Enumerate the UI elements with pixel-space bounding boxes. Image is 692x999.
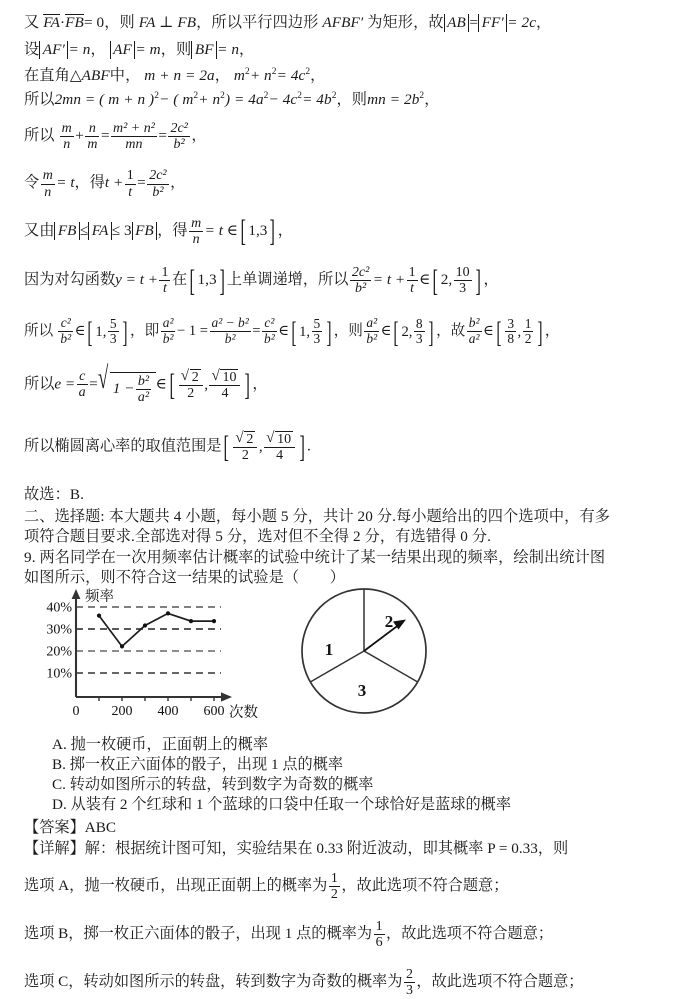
option-a-label: A. xyxy=(52,736,67,754)
in: ∈ xyxy=(483,323,494,340)
section-heading-text: 二、选择题: 本大题共 4 小题，每小题 5 分，共计 20 分.每小题给出的四个选项中，有多 xyxy=(24,508,611,526)
frac-1-t: $\frac{1}{t}$ xyxy=(161,264,169,296)
m: m xyxy=(233,66,245,84)
text: 在直角 xyxy=(24,66,70,84)
xtick-label-400: 400 xyxy=(157,704,179,720)
frac-1-6: $\frac{1}{6}$ xyxy=(375,919,383,951)
xtick-label-600: 600 xyxy=(203,704,225,720)
text: 又由 xyxy=(24,221,55,239)
section-heading-line1 xyxy=(24,509,692,524)
solution-line-1 xyxy=(24,14,692,32)
text: 设 xyxy=(24,40,40,58)
frac-c-a: $\frac{c}{a}$ xyxy=(78,369,86,401)
text: 所以 xyxy=(24,91,55,109)
abs-AF: AF xyxy=(110,41,136,59)
section-heading-text2: 项符合题目要求.全部选对得 5 分，选对但不全得 2 分，有选错得 0 分. xyxy=(24,528,492,546)
x-axis-title: 次数 xyxy=(229,705,258,722)
eq: = xyxy=(252,323,261,340)
solution-line-4 xyxy=(24,92,692,107)
exp: 2 xyxy=(245,66,250,77)
frequency-line-chart xyxy=(29,585,269,720)
text: ，得 xyxy=(157,221,188,239)
text: 所以 xyxy=(24,323,54,340)
e-eq: e = xyxy=(54,375,76,393)
y-axis-arrow xyxy=(72,589,81,599)
t-in: = t ∈ xyxy=(204,221,238,239)
vector-FB: FB xyxy=(65,14,84,31)
answer-tag: 【答案】 xyxy=(24,819,85,837)
mn-eq: mn = 2b xyxy=(367,91,420,109)
text: 因为对勾函数 xyxy=(24,271,116,289)
ytick-40: 40% xyxy=(46,600,72,616)
final-interval: [ √ $\frac{2}{2}$ , √ $\frac{10}{4}$ ] xyxy=(221,431,307,463)
question-text: 两名同学在一次用频率估计概率的试验中统计了某一结果出现的频率，绘制出统计图 xyxy=(39,548,606,566)
comma: ， xyxy=(191,127,207,145)
xtick-label-0: 0 xyxy=(72,704,80,720)
frac-2c2-b2: $\frac{\text{2c²}}{\text{b²}}$ xyxy=(351,264,370,296)
solution-line-10 xyxy=(24,369,692,405)
comma: ， xyxy=(214,66,231,84)
comma: ， xyxy=(424,91,440,109)
frac-m-n: $\frac{m}{n}$ xyxy=(191,215,202,247)
frac-m-n: $\frac{m}{n}$ xyxy=(42,168,53,200)
eq: = xyxy=(100,127,110,145)
perp-expr: FA ⊥ FB xyxy=(138,14,197,31)
exp: 2 xyxy=(305,66,311,77)
explanation-c xyxy=(24,967,692,998)
frac-1-2: $\frac{1}{2}$ xyxy=(330,871,338,903)
comma: ， xyxy=(536,14,552,31)
interval-1-3: [ 1,3] xyxy=(240,213,276,249)
comma: ， xyxy=(277,221,293,239)
xtick-label-200: 200 xyxy=(111,704,133,720)
option-d[interactable] xyxy=(52,795,692,815)
option-d-text: 从装有 2 个红球和 1 个蓝球的口袋中任取一个球恰好是蓝球的概率 xyxy=(70,796,511,814)
abs-FB2: FB xyxy=(132,222,158,240)
sqrt-10: √ 10 xyxy=(266,431,293,447)
y-eq: y = t + xyxy=(115,271,158,289)
expl-c-pre: 选项 C，转动如图所示的转盘，转到数字为奇数的概率为 xyxy=(24,973,403,991)
data-point-200 xyxy=(120,644,124,648)
val-2c: = 2c xyxy=(507,14,537,31)
spinner-pointer-line xyxy=(364,624,400,651)
parallelogram-name: AFBF′ xyxy=(322,14,364,31)
frac-m-n: $\frac{m}{n}$ xyxy=(61,121,72,153)
expl-b-pre: 选项 B，掷一枚正六面体的骰子，出现 1 点的概率为 xyxy=(24,925,373,943)
plus-n: + n xyxy=(249,66,272,84)
frac-b2-a2: $\frac{\text{b²}}{\text{a²}}$ xyxy=(468,315,480,346)
frac-2c2-b2: $\frac{\text{2c²}}{\text{b²}}$ xyxy=(149,168,167,200)
sqrt-10: √ 10 xyxy=(211,369,238,385)
solution-line-3 xyxy=(24,68,692,83)
expr: 2mn = ( m + n ) xyxy=(54,91,155,109)
abs-FB: FB xyxy=(54,222,80,240)
comma: ， xyxy=(483,271,499,289)
text: 所以 xyxy=(24,127,55,145)
le: ≤ xyxy=(79,221,89,239)
solution-line-5 xyxy=(24,121,692,152)
text: ，即 xyxy=(130,323,160,340)
option-a[interactable] xyxy=(52,735,692,755)
solution-line-9 xyxy=(24,316,692,347)
vector-FA: FA xyxy=(43,14,60,31)
sqrt-2: √ 2 xyxy=(235,431,255,447)
text: ，所以平行四边形 xyxy=(196,14,319,31)
option-c-text: 转动如图所示的转盘，转到数字为奇数的概率 xyxy=(69,776,374,794)
interval-1-3: [ 1,3] xyxy=(189,262,225,298)
interval-1-5over3: [ 1, $\frac{5}{3}$ ] xyxy=(87,315,128,349)
data-point-500 xyxy=(189,619,193,623)
spinner-radius-lower-left xyxy=(310,651,364,682)
exp: 2 xyxy=(419,91,425,102)
solution-line-2 xyxy=(24,41,692,59)
abs-BF: BF xyxy=(191,41,217,59)
sum-eq-2a: m + n = 2a xyxy=(144,66,215,84)
text: ，故 xyxy=(436,323,466,340)
data-line xyxy=(99,613,214,646)
ytick-30: 30% xyxy=(46,622,72,638)
text: 令 xyxy=(24,174,40,192)
solution-line-8 xyxy=(24,262,692,298)
comma: ， xyxy=(310,66,326,84)
text: 在 xyxy=(171,271,188,289)
comma: ， xyxy=(170,174,186,192)
interval-sqrt2over2-sqrt10over4: [ √ $\frac{2}{2}$ , √ $\frac{10}{4}$ ] xyxy=(167,369,253,401)
explanation-a xyxy=(24,871,692,902)
detail-line xyxy=(24,839,692,859)
eq-t-plus: = t + xyxy=(372,271,406,289)
sqrt-2: √ 2 xyxy=(181,369,201,385)
frac-a2-b2b: $\frac{\text{a²}}{\text{b²}}$ xyxy=(366,315,378,346)
frac-c2-b2: $\frac{\text{c²}}{\text{b²}}$ xyxy=(60,315,72,346)
eq: = xyxy=(469,14,479,31)
frac-a2mb2-b2: $\frac{\text{a² − b²}}{\text{b²}}$ xyxy=(211,315,249,346)
data-point-400 xyxy=(166,611,170,615)
exam-solution-page xyxy=(0,14,692,999)
option-b-label: B. xyxy=(52,756,66,774)
frac-1-t: $\frac{1}{t}$ xyxy=(408,264,416,296)
exp: 2 xyxy=(154,91,160,102)
period: . xyxy=(306,437,311,455)
frac-1-t: $\frac{1}{t}$ xyxy=(126,168,134,200)
abs-FF: FF′ xyxy=(478,14,507,32)
abs-AB: AB xyxy=(444,14,470,32)
in: ∈ xyxy=(155,375,167,393)
abs-FA: FA xyxy=(88,222,112,240)
solution-line-6 xyxy=(24,168,692,199)
answer-value: ABC xyxy=(84,819,116,837)
expl-a-post: ，故此选项不符合题意； xyxy=(341,877,509,895)
data-point-100 xyxy=(97,614,101,618)
frac-2c2-b2: $\frac{\text{2c²}}{\text{b²}}$ xyxy=(170,121,188,153)
interval-2-8over3: [ 2, $\frac{8}{3}$ ] xyxy=(393,315,434,349)
eq-4c: = 4c xyxy=(276,66,306,84)
option-d-label: D. xyxy=(52,796,67,814)
expl-a-pre: 选项 A，抛一枚硬币，出现正面朝上的概率为 xyxy=(24,877,328,895)
expl-b-post: ，故此选项不符合题意； xyxy=(386,925,554,943)
in: ∈ xyxy=(74,323,86,340)
eq: = xyxy=(158,127,167,145)
expr: ) = 4a xyxy=(224,91,264,109)
frac-sumsq-mn: $\frac{\text{m² + n²}}{mn}$ xyxy=(113,121,155,153)
comma: ， xyxy=(252,375,268,393)
figure-row xyxy=(24,585,692,735)
text: 上单调递增，所以 xyxy=(226,271,349,289)
question-9-line1 xyxy=(24,550,692,565)
comma: ， xyxy=(90,40,106,58)
spinner-radius-lower-right xyxy=(364,651,418,682)
comma: ， xyxy=(544,323,560,340)
question-number: 9. xyxy=(24,548,36,566)
expr: = 4b xyxy=(302,91,332,109)
frac-a2-b2: $\frac{\text{a²}}{\text{b²}}$ xyxy=(162,315,174,346)
interval-1-5over3b: [ 1, $\frac{5}{3}$ ] xyxy=(291,315,332,349)
solution-line-11 xyxy=(24,431,692,463)
exp: 2 xyxy=(193,91,199,102)
text: 所以椭圆离心率的取值范围是 xyxy=(24,437,222,455)
question-text-cont: 如图所示，则不符合这一结果的试验是（ ） xyxy=(24,568,346,586)
ytick-20: 20% xyxy=(46,644,72,660)
in: ∈ xyxy=(419,271,431,289)
comma: ， xyxy=(239,40,255,58)
expr: − 4c xyxy=(268,91,298,109)
data-point-600 xyxy=(212,619,216,623)
text: 所以 xyxy=(24,375,55,393)
spinner-diagram xyxy=(269,583,459,723)
plus: + xyxy=(75,127,84,145)
triangle-ABF: △ABF xyxy=(69,66,110,84)
eq-n: = n xyxy=(68,40,91,58)
option-c[interactable] xyxy=(52,775,692,795)
expr: − ( m xyxy=(159,91,194,109)
expl-c-post: ，故此选项不符合题意； xyxy=(416,973,584,991)
option-a-text: 抛一枚硬币，正面朝上的概率 xyxy=(70,736,268,754)
frac-c2-b2: $\frac{\text{c²}}{\text{b²}}$ xyxy=(264,315,275,346)
text: ，则 xyxy=(160,40,192,58)
text: ，则 xyxy=(336,91,368,109)
exp: 2 xyxy=(331,91,337,102)
eq-n2: = n xyxy=(217,40,240,58)
y-axis-title: 频率 xyxy=(85,589,114,606)
text: ，则 xyxy=(333,323,363,340)
text: 中， xyxy=(109,66,141,84)
exp: 2 xyxy=(271,66,277,77)
t-plus: t + xyxy=(104,174,124,192)
sqrt-expr: √ 1 − $\frac{\text{b²}}{\text{a²}}$ xyxy=(98,372,156,405)
text: ，得 xyxy=(74,174,105,192)
interval-2-10over3: [ 2, $\frac{10}{3}$ ] xyxy=(432,262,481,298)
eq-t: = t xyxy=(56,174,75,192)
frac-n-m: $\frac{n}{m}$ xyxy=(87,121,98,153)
eq-m: = m xyxy=(135,40,161,58)
eq-zero: = 0 xyxy=(83,14,105,31)
solution-line-7 xyxy=(24,213,692,249)
text: 又 xyxy=(24,14,40,31)
le3: ≤ 3 xyxy=(111,221,132,239)
final-answer-line xyxy=(24,487,692,502)
eq: = xyxy=(137,174,146,192)
exp: 2 xyxy=(220,91,225,102)
exp: 2 xyxy=(297,91,303,102)
frac-2-3: $\frac{2}{3}$ xyxy=(405,967,413,999)
text: ，则 xyxy=(104,14,135,31)
ytick-10: 10% xyxy=(46,666,72,682)
interval-3over8-1over2: [ $\frac{3}{8}$ , $\frac{1}{2}$ ] xyxy=(496,315,543,349)
in: ∈ xyxy=(380,323,392,340)
detail-tag: 【详解】 xyxy=(24,839,85,857)
exp: 2 xyxy=(263,91,269,102)
expr: + n xyxy=(198,91,221,109)
spinner-label-3: 3 xyxy=(357,681,367,701)
spinner-label-1: 1 xyxy=(324,640,334,660)
option-b[interactable] xyxy=(52,755,692,775)
dot-op: · xyxy=(60,14,66,31)
eq: = xyxy=(89,375,98,393)
in: ∈ xyxy=(278,323,290,340)
detail-text: 解：根据统计图可知，实验结果在 0.33 附近波动，即其概率 P = 0.33，则 xyxy=(84,839,569,857)
option-c-label: C. xyxy=(52,776,66,794)
text: 为矩形，故 xyxy=(367,14,444,31)
spinner-label-2: 2 xyxy=(384,612,394,632)
option-b-text: 掷一枚正六面体的骰子，出现 1 点的概率 xyxy=(69,756,344,774)
data-point-300 xyxy=(143,623,147,627)
section-heading-line2 xyxy=(24,529,692,544)
answer-b: 故选：B. xyxy=(24,486,84,504)
minus1: − 1 = xyxy=(176,323,209,340)
explanation-b xyxy=(24,919,692,950)
answer-line xyxy=(24,818,692,838)
abs-AFp: AF′ xyxy=(39,41,68,59)
